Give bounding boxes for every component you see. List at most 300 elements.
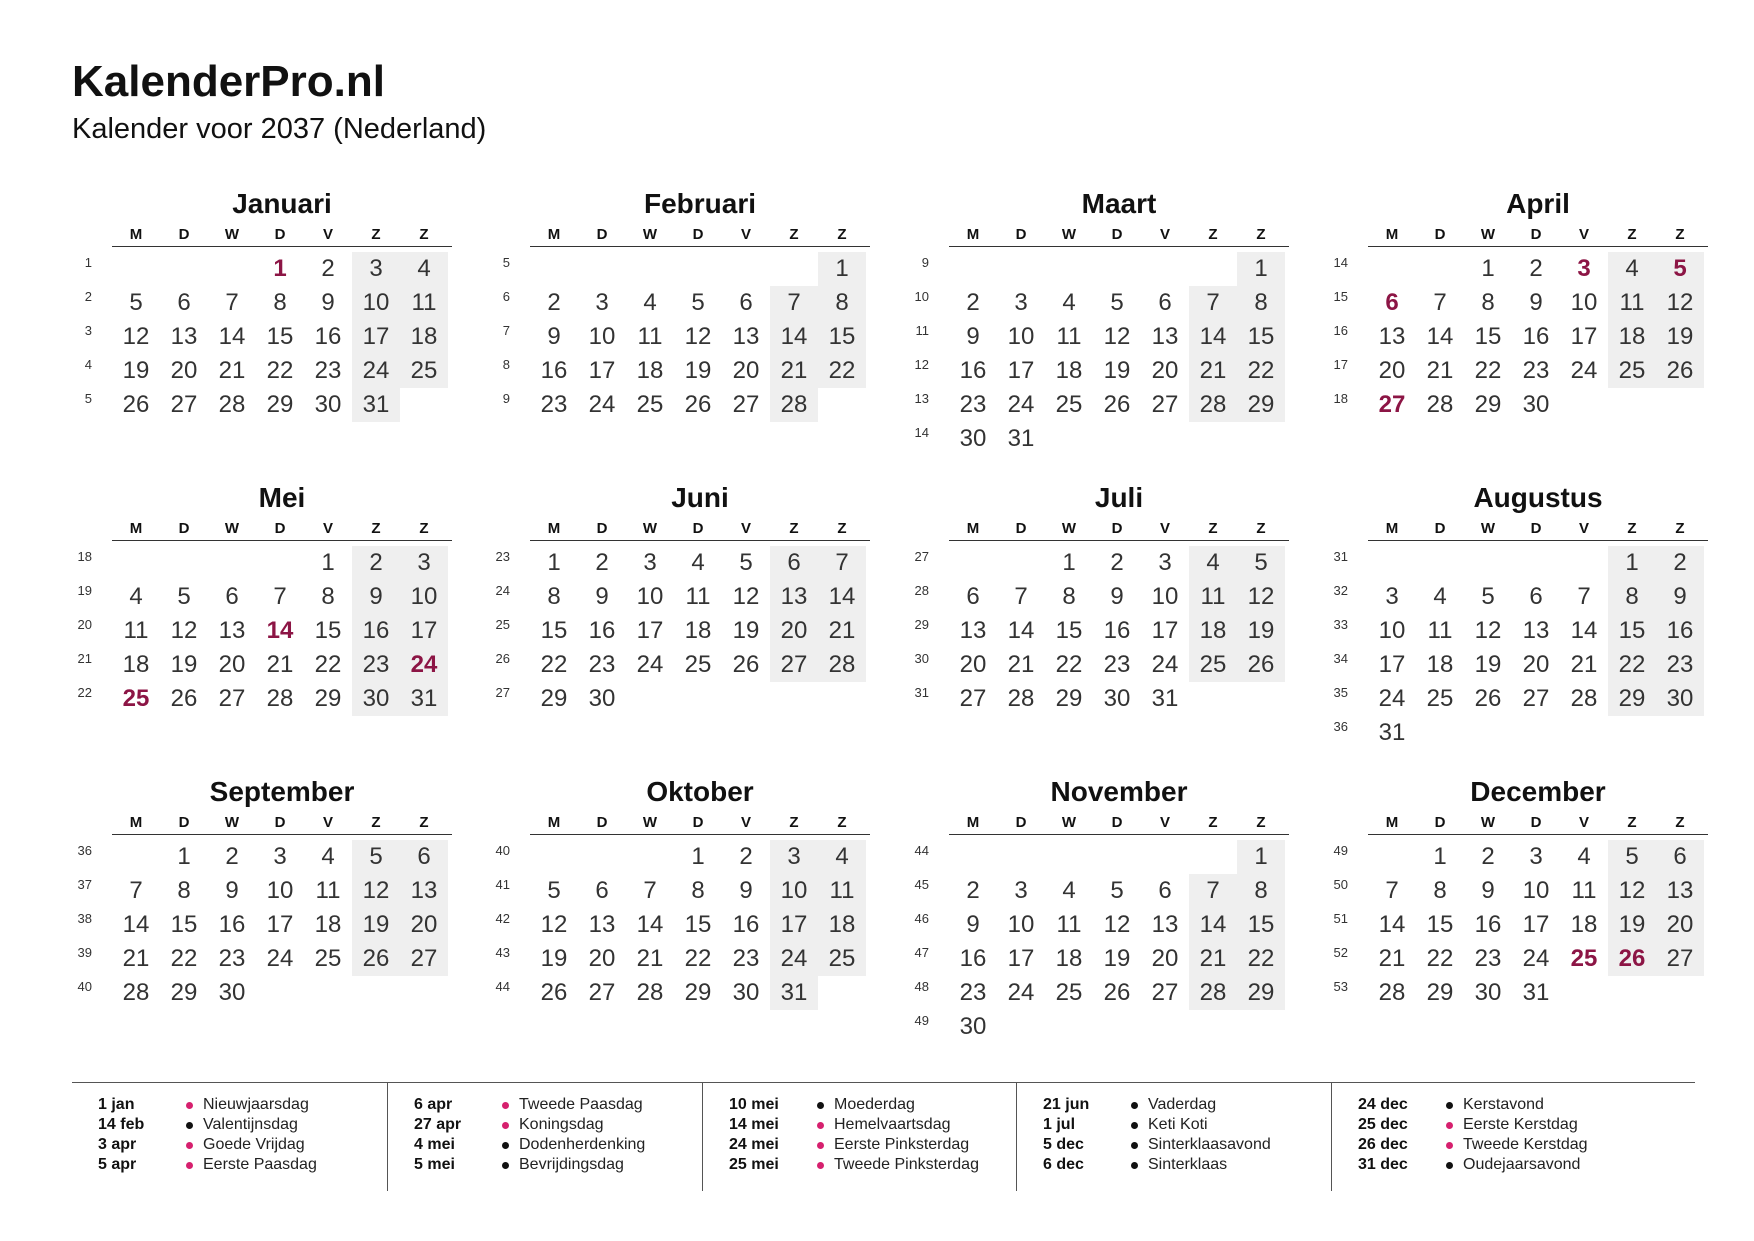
weekday-label: D: [692, 520, 704, 537]
weekday-label: D: [1434, 226, 1446, 243]
weekday-label: D: [692, 814, 704, 831]
day-cell: 21: [1426, 357, 1454, 384]
week-row: [1328, 388, 1708, 422]
bullet-icon: [817, 1102, 824, 1109]
day-cell: 1: [818, 252, 866, 286]
week-row: [72, 320, 452, 354]
day-cell: 29: [1426, 979, 1454, 1006]
bullet-icon: [817, 1142, 824, 1149]
day-cell: 25: [1570, 945, 1598, 972]
day-cell: 22: [540, 651, 568, 678]
day-cell: 19: [352, 908, 400, 942]
day-cell: 23: [540, 391, 568, 418]
day-cell: 21: [1378, 945, 1406, 972]
day-cell: 17: [1522, 911, 1550, 938]
day-cell: 6: [1529, 583, 1543, 610]
week-row: [909, 354, 1289, 388]
week-row: [490, 286, 870, 320]
day-cell: 15: [540, 617, 568, 644]
day-cell: 4: [1189, 546, 1237, 580]
day-cell: 11: [637, 323, 663, 350]
week-number: 20: [77, 617, 92, 632]
weekday-label: Z: [1675, 520, 1685, 537]
weekday-label: M: [547, 520, 561, 537]
weekday-label: M: [1385, 226, 1399, 243]
weekday-label: D: [1015, 226, 1027, 243]
day-cell: 27: [1522, 685, 1550, 712]
day-cell: 4: [691, 549, 705, 576]
day-cell: 6: [770, 546, 818, 580]
day-cell: 24: [1151, 651, 1179, 678]
day-cell: 5: [1481, 583, 1495, 610]
holiday-name: Oudejaarsavond: [1463, 1156, 1581, 1173]
week-row: [909, 546, 1289, 580]
weekday-label: W: [1480, 226, 1496, 243]
day-cell: 8: [1481, 289, 1495, 316]
week-number: 17: [1333, 357, 1348, 372]
holiday-name: Kerstavond: [1463, 1096, 1544, 1113]
week-row: [72, 648, 452, 682]
day-cell: 9: [739, 877, 753, 904]
day-cell: 23: [218, 945, 246, 972]
weekday-label: V: [740, 814, 751, 831]
day-cell: 9: [1656, 580, 1704, 614]
day-cell: 28: [218, 391, 246, 418]
month-name: November: [1050, 776, 1188, 807]
day-cell: 2: [1481, 843, 1495, 870]
day-cell: 6: [1656, 840, 1704, 874]
holiday-date: 14 mei: [729, 1116, 779, 1133]
day-cell: 21: [122, 945, 150, 972]
day-cell: 1: [1608, 546, 1656, 580]
day-cell: 5: [739, 549, 753, 576]
day-cell: 26: [1474, 685, 1502, 712]
weekday-label: D: [1530, 814, 1542, 831]
week-row: [490, 840, 870, 874]
day-cell: 6: [1385, 289, 1399, 316]
weekday-label: W: [1480, 814, 1496, 831]
day-cell: 12: [352, 874, 400, 908]
day-cell: 22: [1474, 357, 1502, 384]
day-cell: 10: [400, 580, 448, 614]
week-row: [909, 1010, 1289, 1044]
week-row: [909, 976, 1289, 1010]
weekday-label: Z: [371, 520, 381, 537]
day-cell: 19: [540, 945, 568, 972]
day-cell: 10: [1522, 877, 1550, 904]
week-number: 16: [1333, 323, 1348, 338]
day-cell: 28: [1007, 685, 1035, 712]
day-cell: 9: [966, 323, 980, 350]
day-cell: 28: [1378, 979, 1406, 1006]
day-cell: 18: [818, 908, 866, 942]
month-name: Oktober: [646, 776, 754, 807]
week-row: [909, 614, 1289, 648]
day-cell: 7: [770, 286, 818, 320]
day-cell: 14: [122, 911, 150, 938]
day-cell: 3: [273, 843, 287, 870]
weekday-label: W: [224, 226, 240, 243]
day-cell: 2: [321, 255, 335, 282]
week-row: [72, 388, 452, 422]
holiday-date: 6 apr: [414, 1096, 453, 1113]
week-number: 50: [1333, 877, 1348, 892]
weekday-label: V: [1159, 226, 1170, 243]
week-number: 46: [914, 911, 929, 926]
week-row: [909, 840, 1289, 874]
day-cell: 18: [636, 357, 664, 384]
week-row: [909, 682, 1289, 716]
day-cell: 9: [1481, 877, 1495, 904]
day-cell: 16: [218, 911, 246, 938]
bullet-icon: [817, 1162, 824, 1169]
day-cell: 23: [732, 945, 760, 972]
weekday-label: V: [740, 226, 751, 243]
day-cell: 7: [1189, 874, 1237, 908]
day-cell: 1: [1062, 549, 1076, 576]
day-cell: 23: [1474, 945, 1502, 972]
day-cell: 15: [1426, 911, 1454, 938]
day-cell: 3: [1014, 877, 1028, 904]
day-cell: 16: [1656, 614, 1704, 648]
day-cell: 18: [400, 320, 448, 354]
day-cell: 25: [684, 651, 712, 678]
week-row: [490, 354, 870, 388]
day-cell: 1: [691, 843, 705, 870]
day-cell: 2: [1656, 546, 1704, 580]
day-cell: 24: [400, 648, 448, 682]
holiday-name: Hemelvaartsdag: [834, 1116, 951, 1133]
day-cell: 24: [266, 945, 294, 972]
day-cell: 16: [959, 357, 987, 384]
weekday-label: D: [1111, 520, 1123, 537]
holiday-date: 5 apr: [98, 1156, 137, 1173]
day-cell: 18: [1570, 911, 1598, 938]
day-cell: 8: [177, 877, 191, 904]
holiday-name: Valentijnsdag: [203, 1116, 298, 1133]
day-cell: 29: [170, 979, 198, 1006]
weekday-header: [1368, 520, 1708, 541]
week-number: 52: [1333, 945, 1348, 960]
day-cell: 21: [1570, 651, 1598, 678]
day-cell: 7: [1189, 286, 1237, 320]
week-number: 2: [84, 289, 92, 304]
day-cell: 11: [685, 583, 711, 610]
day-cell: 9: [225, 877, 239, 904]
holiday-name: Tweede Paasdag: [519, 1096, 643, 1113]
day-cell: 10: [266, 877, 294, 904]
day-cell: 1: [177, 843, 191, 870]
bullet-icon: [502, 1162, 509, 1169]
day-cell: 12: [1103, 323, 1131, 350]
day-cell: 22: [1608, 648, 1656, 682]
day-cell: 7: [225, 289, 239, 316]
day-cell: 20: [588, 945, 616, 972]
week-number: 48: [914, 979, 929, 994]
weekday-label: W: [642, 226, 658, 243]
day-cell: 11: [1427, 617, 1453, 644]
bullet-icon: [502, 1122, 509, 1129]
weekday-label: D: [596, 520, 608, 537]
day-cell: 31: [1522, 979, 1550, 1006]
week-row: [1328, 252, 1708, 286]
day-cell: 22: [170, 945, 198, 972]
day-cell: 23: [314, 357, 342, 384]
day-cell: 10: [770, 874, 818, 908]
holiday-name: Koningsdag: [519, 1116, 604, 1133]
weekday-label: M: [966, 226, 980, 243]
bullet-icon: [1446, 1162, 1453, 1169]
weekday-label: W: [1480, 520, 1496, 537]
day-cell: 24: [1007, 979, 1035, 1006]
day-cell: 30: [588, 685, 616, 712]
day-cell: 19: [1474, 651, 1502, 678]
day-cell: 5: [1608, 840, 1656, 874]
day-cell: 23: [1103, 651, 1131, 678]
day-cell: 3: [352, 252, 400, 286]
day-cell: 27: [218, 685, 246, 712]
day-cell: 7: [129, 877, 143, 904]
day-cell: 24: [1007, 391, 1035, 418]
weekday-label: Z: [371, 226, 381, 243]
week-number: 21: [77, 651, 92, 666]
day-cell: 21: [266, 651, 294, 678]
day-cell: 17: [1007, 945, 1035, 972]
day-cell: 28: [818, 648, 866, 682]
week-number: 3: [84, 323, 92, 338]
weekday-label: D: [178, 814, 190, 831]
week-number: 34: [1333, 651, 1348, 666]
day-cell: 6: [595, 877, 609, 904]
day-cell: 19: [170, 651, 198, 678]
week-row: [1328, 874, 1708, 908]
week-number: 32: [1333, 583, 1348, 598]
week-number: 4: [84, 357, 92, 372]
day-cell: 2: [352, 546, 400, 580]
holiday-name: Nieuwjaarsdag: [203, 1096, 309, 1113]
week-number: 14: [1333, 255, 1348, 270]
weekday-label: Z: [1256, 814, 1266, 831]
day-cell: 19: [1103, 945, 1131, 972]
bullet-icon: [817, 1122, 824, 1129]
weekday-label: Z: [1627, 814, 1637, 831]
day-cell: 30: [352, 682, 400, 716]
day-cell: 28: [122, 979, 150, 1006]
bullet-icon: [502, 1142, 509, 1149]
week-row: [490, 648, 870, 682]
day-cell: 7: [643, 877, 657, 904]
day-cell: 13: [959, 617, 987, 644]
day-cell: 22: [684, 945, 712, 972]
week-row: [72, 908, 452, 942]
weekday-label: V: [1578, 814, 1589, 831]
day-cell: 20: [1378, 357, 1406, 384]
weekday-label: M: [547, 226, 561, 243]
weekday-label: D: [1015, 520, 1027, 537]
day-cell: 24: [770, 942, 818, 976]
bullet-icon: [1131, 1122, 1138, 1129]
week-number: 10: [914, 289, 929, 304]
weekday-label: W: [224, 814, 240, 831]
day-cell: 15: [818, 320, 866, 354]
day-cell: 3: [1577, 255, 1591, 282]
weekday-label: D: [178, 226, 190, 243]
day-cell: 28: [1426, 391, 1454, 418]
weekday-label: Z: [789, 520, 799, 537]
bullet-icon: [1131, 1162, 1138, 1169]
day-cell: 24: [1570, 357, 1598, 384]
day-cell: 26: [1608, 942, 1656, 976]
day-cell: 3: [595, 289, 609, 316]
day-cell: 14: [218, 323, 246, 350]
weekday-label: V: [1159, 520, 1170, 537]
day-cell: 9: [321, 289, 335, 316]
day-cell: 25: [636, 391, 664, 418]
day-cell: 10: [1007, 911, 1035, 938]
day-cell: 27: [1656, 942, 1704, 976]
day-cell: 18: [1608, 320, 1656, 354]
weekday-label: Z: [419, 520, 429, 537]
day-cell: 2: [547, 289, 561, 316]
weekday-label: Z: [1208, 226, 1218, 243]
weekday-label: D: [1111, 226, 1123, 243]
week-row: [1328, 908, 1708, 942]
week-row: [490, 682, 870, 716]
weekday-label: D: [596, 226, 608, 243]
day-cell: 6: [400, 840, 448, 874]
week-row: [1328, 976, 1708, 1010]
holiday-date: 5 mei: [414, 1156, 455, 1173]
day-cell: 19: [1656, 320, 1704, 354]
day-cell: 26: [352, 942, 400, 976]
day-cell: 20: [1656, 908, 1704, 942]
week-number: 36: [1333, 719, 1348, 734]
holiday-date: 27 apr: [414, 1116, 462, 1133]
week-row: [72, 840, 452, 874]
weekday-header: [530, 520, 870, 541]
day-cell: 28: [266, 685, 294, 712]
day-cell: 15: [314, 617, 342, 644]
day-cell: 17: [266, 911, 294, 938]
week-row: [72, 874, 452, 908]
week-row: [490, 942, 870, 976]
week-number: 27: [495, 685, 510, 700]
week-number: 44: [914, 843, 929, 858]
weekday-label: M: [129, 520, 143, 537]
day-cell: 8: [547, 583, 561, 610]
calendar-subtitle: Kalender voor 2037 (Nederland): [72, 113, 487, 145]
day-cell: 13: [1151, 911, 1179, 938]
week-number: 5: [502, 255, 510, 270]
day-cell: 14: [1570, 617, 1598, 644]
day-cell: 16: [1474, 911, 1502, 938]
day-cell: 10: [636, 583, 664, 610]
holiday-date: 14 feb: [98, 1116, 145, 1133]
week-number: 1: [84, 255, 92, 270]
day-cell: 22: [314, 651, 342, 678]
day-cell: 2: [739, 843, 753, 870]
week-number: 35: [1333, 685, 1348, 700]
weekday-label: Z: [837, 520, 847, 537]
holiday-date: 10 mei: [729, 1096, 779, 1113]
holiday-date: 6 dec: [1043, 1156, 1084, 1173]
week-number: 44: [495, 979, 510, 994]
holiday-date: 25 dec: [1358, 1116, 1408, 1133]
day-cell: 4: [129, 583, 143, 610]
day-cell: 14: [1007, 617, 1035, 644]
week-row: [1328, 614, 1708, 648]
week-row: [72, 614, 452, 648]
day-cell: 20: [1522, 651, 1550, 678]
day-cell: 3: [1014, 289, 1028, 316]
day-cell: 5: [1237, 546, 1285, 580]
day-cell: 14: [636, 911, 664, 938]
day-cell: 16: [352, 614, 400, 648]
day-cell: 8: [818, 286, 866, 320]
day-cell: 15: [1474, 323, 1502, 350]
day-cell: 25: [1189, 648, 1237, 682]
bullet-icon: [502, 1102, 509, 1109]
week-number: 18: [1333, 391, 1348, 406]
day-cell: 22: [1426, 945, 1454, 972]
day-cell: 30: [1522, 391, 1550, 418]
day-cell: 23: [352, 648, 400, 682]
week-row: [909, 874, 1289, 908]
day-cell: 26: [1103, 979, 1131, 1006]
day-cell: 12: [122, 323, 150, 350]
weekday-label: Z: [1675, 226, 1685, 243]
day-cell: 12: [732, 583, 760, 610]
day-cell: 17: [636, 617, 664, 644]
month-name: Mei: [258, 482, 306, 513]
month-name: April: [1506, 188, 1570, 219]
week-number: 27: [914, 549, 929, 564]
day-cell: 4: [1062, 877, 1076, 904]
week-row: [909, 388, 1289, 422]
weekday-label: Z: [1208, 814, 1218, 831]
day-cell: 31: [400, 682, 448, 716]
holiday-name: Goede Vrijdag: [203, 1136, 305, 1153]
week-number: 7: [502, 323, 510, 338]
week-row: [72, 252, 452, 286]
day-cell: 19: [732, 617, 760, 644]
day-cell: 20: [1151, 357, 1179, 384]
day-cell: 7: [818, 546, 866, 580]
day-cell: 11: [315, 877, 341, 904]
weekday-label: D: [596, 814, 608, 831]
weekday-label: Z: [419, 814, 429, 831]
month-name: September: [209, 776, 355, 807]
day-cell: 28: [1189, 976, 1237, 1010]
holiday-name: Moederdag: [834, 1096, 915, 1113]
day-cell: 17: [770, 908, 818, 942]
day-cell: 29: [684, 979, 712, 1006]
day-cell: 30: [959, 1013, 987, 1040]
holiday-date: 1 jul: [1043, 1116, 1076, 1133]
bullet-icon: [1131, 1102, 1138, 1109]
bullet-icon: [1446, 1102, 1453, 1109]
week-row: [490, 546, 870, 580]
week-row: [1328, 546, 1708, 580]
day-cell: 20: [959, 651, 987, 678]
weekday-header: [530, 814, 870, 835]
day-cell: 24: [1378, 685, 1406, 712]
day-cell: 30: [959, 425, 987, 452]
day-cell: 30: [314, 391, 342, 418]
day-cell: 10: [1151, 583, 1179, 610]
week-row: [909, 648, 1289, 682]
day-cell: 7: [1433, 289, 1447, 316]
